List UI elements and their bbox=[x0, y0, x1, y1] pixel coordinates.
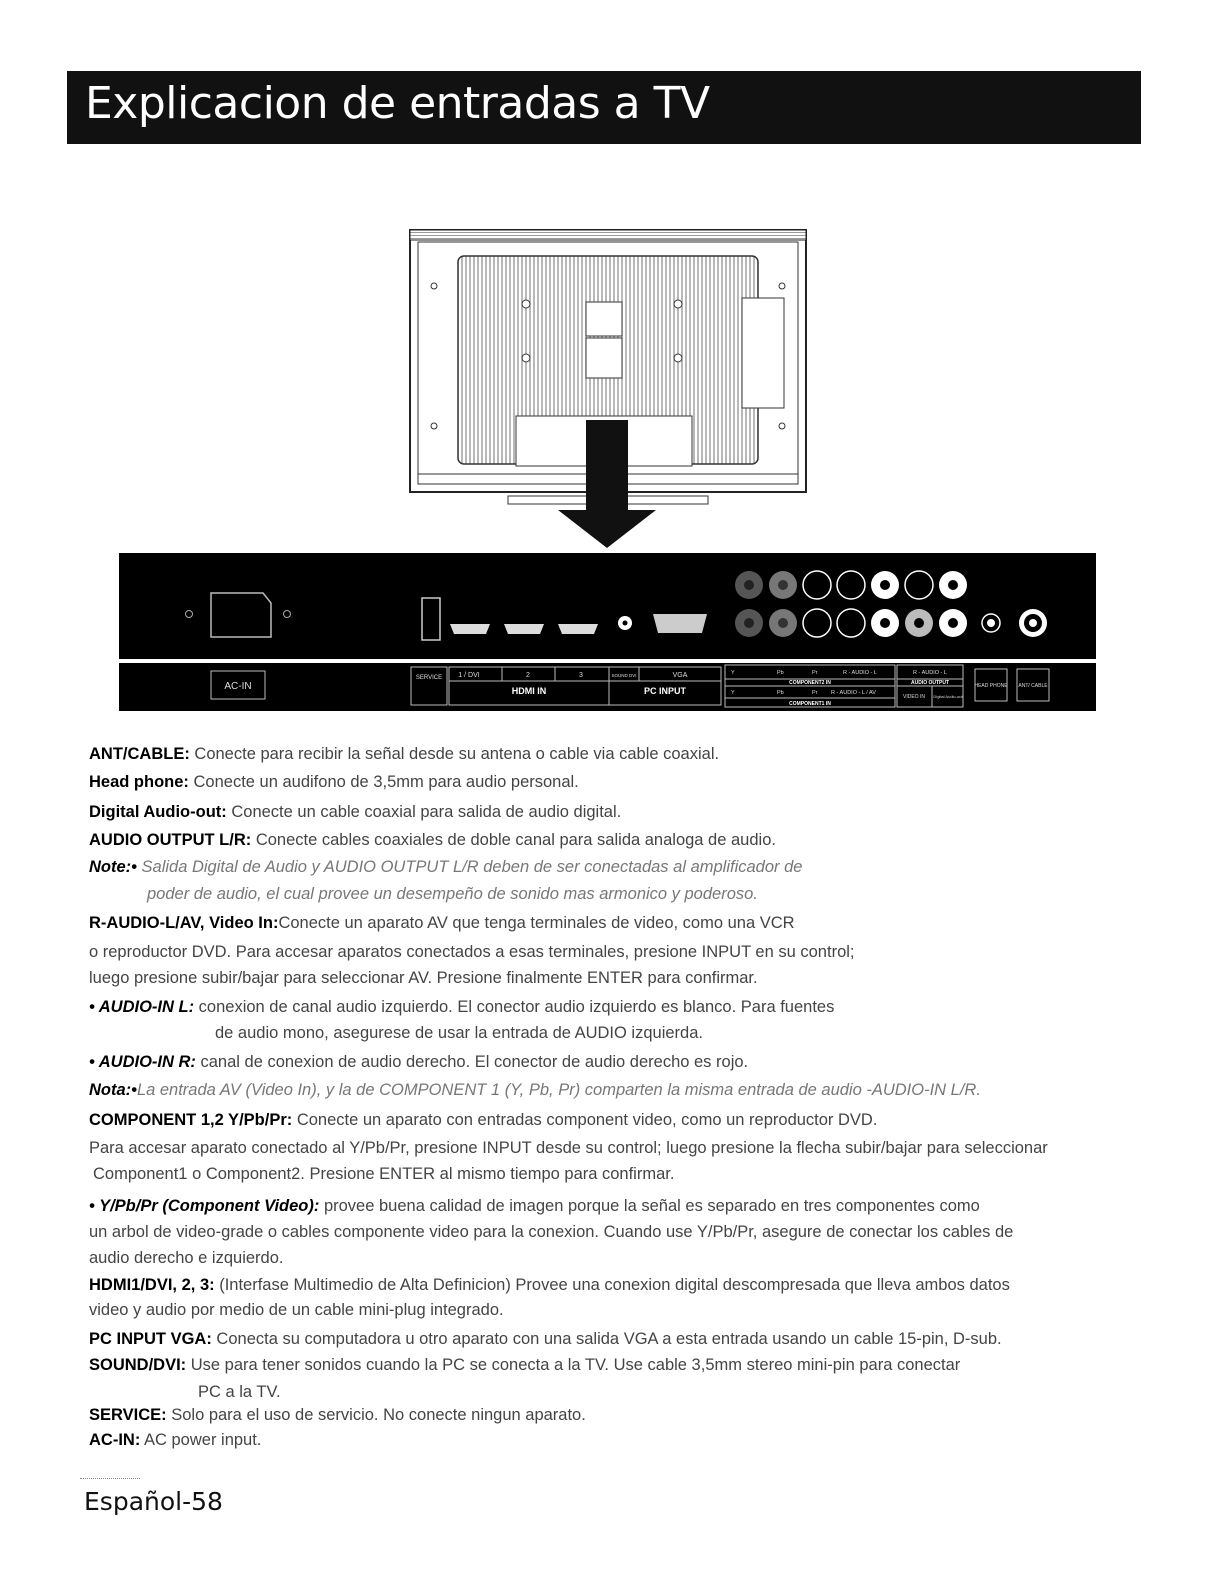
component1-in-label: COMPONENT1 IN bbox=[789, 701, 831, 707]
ant-cable-label: ANT/ CABLE bbox=[1018, 683, 1048, 689]
connector-panel bbox=[119, 553, 1096, 711]
component-video-desc-2: un arbol de video-grade o cables componente video para la conexion. Cuando use Y/Pb/Pr, asegure de conectar los cables de bbox=[89, 1223, 1014, 1241]
pc-input-label: PC INPUT bbox=[643, 686, 687, 696]
page-number: Español-58 bbox=[84, 1487, 223, 1516]
comp1-y-label: Y bbox=[731, 690, 735, 696]
page-title: Explicacion de entradas a TV bbox=[85, 78, 710, 129]
sound-dvi-label: SOUND DVI bbox=[611, 673, 637, 678]
hdmi-desc-2: video y audio por medio de un cable mini-plug integrado. bbox=[89, 1301, 504, 1319]
nota-line: Nota:•La entrada AV (Video In), y la de COMPONENT 1 (Y, Pb, Pr) comparten la misma entrada de audio -AUDIO-IN L/R. bbox=[89, 1081, 981, 1099]
head-phone-label: HEAD PHONE bbox=[974, 683, 1008, 689]
vga-label: VGA bbox=[672, 672, 688, 679]
footer-divider bbox=[80, 1478, 140, 1479]
page-header-bar bbox=[67, 71, 1141, 144]
component-desc-3: Component1 o Component2. Presione ENTER al mismo tiempo para confirmar. bbox=[93, 1165, 675, 1183]
component-video-desc-1: • Y/Pb/Pr (Component Video): provee buena calidad de imagen porque la señal es separado en tres componentes como bbox=[89, 1197, 980, 1215]
component-desc-1: COMPONENT 1,2 Y/Pb/Pr: Conecte un aparato con entradas component video, como un reproductor DVD. bbox=[89, 1111, 878, 1129]
av-desc-3: luego presione subir/bajar para seleccionar AV. Presione finalmente ENTER para confirmar. bbox=[89, 969, 758, 987]
ac-in-desc: AC-IN: AC power input. bbox=[89, 1431, 262, 1449]
audio-out-rl-label: R - AUDIO - L bbox=[913, 670, 947, 676]
pc-input-desc: PC INPUT VGA: Conecta su computadora u otro aparato con una salida VGA a esta entrada usando un cable 15-pin, D-sub. bbox=[89, 1330, 1002, 1348]
comp2-audio-label: R - AUDIO - L bbox=[843, 670, 877, 676]
comp2-pb-label: Pb bbox=[777, 670, 784, 676]
hdmi-1-label: 1 / DVI bbox=[458, 672, 480, 679]
service-desc: SERVICE: Solo para el uso de servicio. No conecte ningun aparato. bbox=[89, 1406, 586, 1424]
comp2-pr-label: Pr bbox=[812, 670, 818, 676]
hdmi-3-label: 3 bbox=[579, 672, 583, 679]
av-desc-1: R-AUDIO-L/AV, Video In:Conecte un aparato AV que tenga terminales de video, como una VCR bbox=[89, 914, 795, 932]
av-desc-2: o reproductor DVD. Para accesar aparatos conectados a esas terminales, presione INPUT en su control; bbox=[89, 943, 855, 961]
component-video-desc-3: audio derecho e izquierdo. bbox=[89, 1249, 284, 1267]
digital-audio-desc: Digital Audio-out: Conecte un cable coaxial para salida de audio digital. bbox=[89, 803, 622, 821]
comp1-pr-label: Pr bbox=[812, 690, 818, 696]
comp1-audio-label: R - AUDIO - L / AV bbox=[831, 690, 876, 696]
sound-dvi-desc-2: PC a la TV. bbox=[198, 1383, 281, 1401]
hdmi-in-label: HDMI IN bbox=[511, 686, 547, 696]
hdmi-2-label: 2 bbox=[526, 672, 530, 679]
comp2-y-label: Y bbox=[731, 670, 735, 676]
digital-audio-out-label: Digital Audio-out bbox=[933, 694, 963, 699]
note-line-2: poder de audio, el cual provee un desempeño de sonido mas armonico y poderoso. bbox=[147, 885, 758, 903]
hdmi-desc-1: HDMI1/DVI, 2, 3: (Interfase Multimedio de Alta Definicion) Provee una conexion digital descompresada que lleva ambos datos bbox=[89, 1276, 1010, 1294]
ac-in-label: AC-IN bbox=[224, 681, 252, 692]
audio-in-r-desc: • AUDIO-IN R: canal de conexion de audio derecho. El conector de audio derecho es rojo. bbox=[89, 1053, 749, 1071]
audio-output-desc: AUDIO OUTPUT L/R: Conecte cables coaxiales de doble canal para salida analoga de audio. bbox=[89, 831, 776, 849]
audio-output-label: AUDIO OUTPUT bbox=[910, 680, 950, 686]
ant-cable-desc: ANT/CABLE: Conecte para recibir la señal desde su antena o cable via cable coaxial. bbox=[89, 745, 720, 763]
tv-back-illustration bbox=[408, 228, 808, 548]
comp1-pb-label: Pb bbox=[777, 690, 784, 696]
audio-in-l-desc: • AUDIO-IN L: conexion de canal audio izquierdo. El conector audio izquierdo es blanco. Para fuentes bbox=[89, 998, 835, 1016]
sound-dvi-desc-1: SOUND/DVI: Use para tener sonidos cuando la PC se conecta a la TV. Use cable 3,5mm stereo mini-pin para conectar bbox=[89, 1356, 961, 1374]
headphone-desc: Head phone: Conecte un audifono de 3,5mm para audio personal. bbox=[89, 773, 579, 791]
service-label: SERVICE bbox=[415, 675, 443, 681]
video-in-label: VIDEO IN bbox=[903, 694, 925, 700]
component-desc-2: Para accesar aparato conectado al Y/Pb/Pr, presione INPUT desde su control; luego presione la flecha subir/bajar para seleccionar bbox=[89, 1139, 1048, 1157]
note-line-1: Note:• Salida Digital de Audio y AUDIO OUTPUT L/R deben de ser conectadas al amplificador de bbox=[89, 858, 803, 876]
component2-in-label: COMPONENT2 IN bbox=[789, 680, 831, 686]
audio-in-l-desc-2: de audio mono, asegurese de usar la entrada de AUDIO izquierda. bbox=[215, 1024, 703, 1042]
